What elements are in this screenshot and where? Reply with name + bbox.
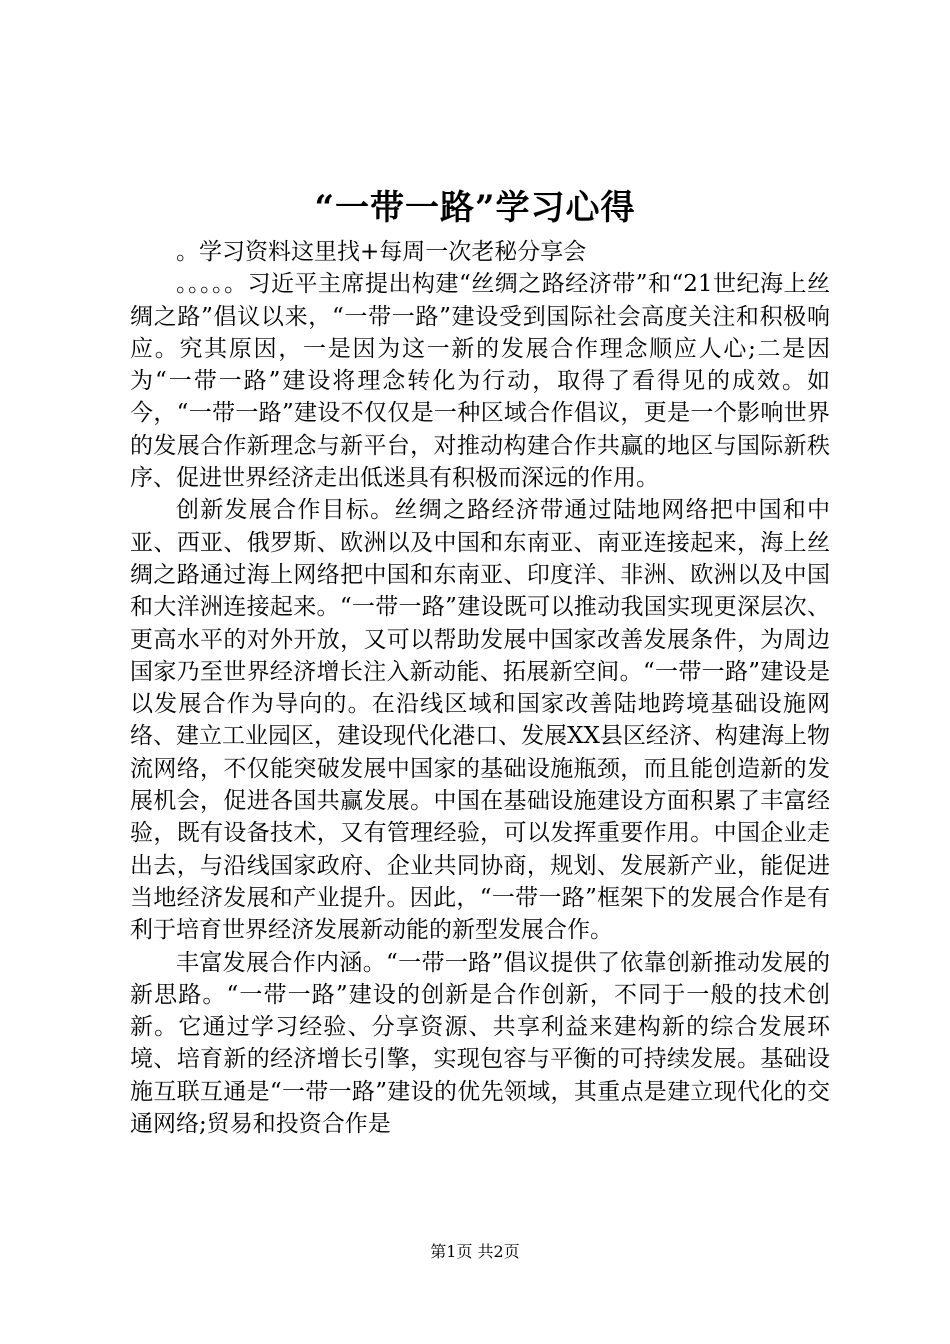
paragraph-2: 创新发展合作目标。丝绸之路经济带通过陆地网络把中国和中亚、西亚、俄罗斯、欧洲以及中国和东南亚、南亚连接起来，海上丝绸之路通过海上网络把中国和东南亚、印度洋、非洲、欧洲以及中国和大洋洲连接起来。“一带一路”建设既可以推动我国实现更深层次、更高水平的对外开放，又可以帮助发展中国家改善发展条件，为周边国家乃至世界经济增长注入新动能、拓展新空间。“一带一路”建设是以发展合作为导向的。在沿线区域和国家改善陆地跨境基础设施网络、建立工业园区，建设现代化港口、发展XX县区经济、构建海上物流网络，不仅能突破发展中国家的基础设施瓶颈，而且能创造新的发展机会，促进各国共赢发展。中国在基础设施建设方面积累了丰富经验，既有设备技术，又有管理经验，可以发挥重要作用。中国企业走出去，与沿线国家政府、企业共同协商，规划、发展新产业，能促进当地经济发展和产业提升。因此，“一带一路”框架下的发展合作是有利于培育世界经济发展新动能的新型发展合作。 xyxy=(130,497,830,944)
document-body xyxy=(130,236,830,1140)
page-number-footer: 第1页 共2页 xyxy=(430,1242,520,1261)
paragraph-1: 。。。。。习近平主席提出构建“丝绸之路经济带”和“21世纪海上丝绸之路”倡议以来，“一带一路”建设受到国际社会高度关注和积极响应。究其原因，一是因为这一新的发展合作理念顺应人心;二是因为“一带一路”建设将理念转化为行动，取得了看得见的成效。如今，“一带一路”建设不仅仅是一种区域合作倡议，更是一个影响世界的发展合作新理念与新平台，对推动构建合作共赢的地区与国际新秩序、促进世界经济走出低迷具有积极而深远的作用。 xyxy=(130,271,830,492)
paragraph-3: 丰富发展合作内涵。“一带一路”倡议提供了依靠创新推动发展的新思路。“一带一路”建设的创新是合作创新，不同于一般的技术创新。它通过学习经验、分享资源、共享利益来建构新的综合发展环境、培育新的经济增长引擎，实现包容与平衡的可持续发展。基础设施互联互通是“一带一路”建设的优先领域，其重点是建立现代化的交通网络;贸易和投资合作是 xyxy=(130,949,830,1138)
document-title: “一带一路”学习心得 xyxy=(314,188,636,228)
paragraph-intro-note: 。学习资料这里找+每周一次老秘分享会 xyxy=(176,239,587,265)
